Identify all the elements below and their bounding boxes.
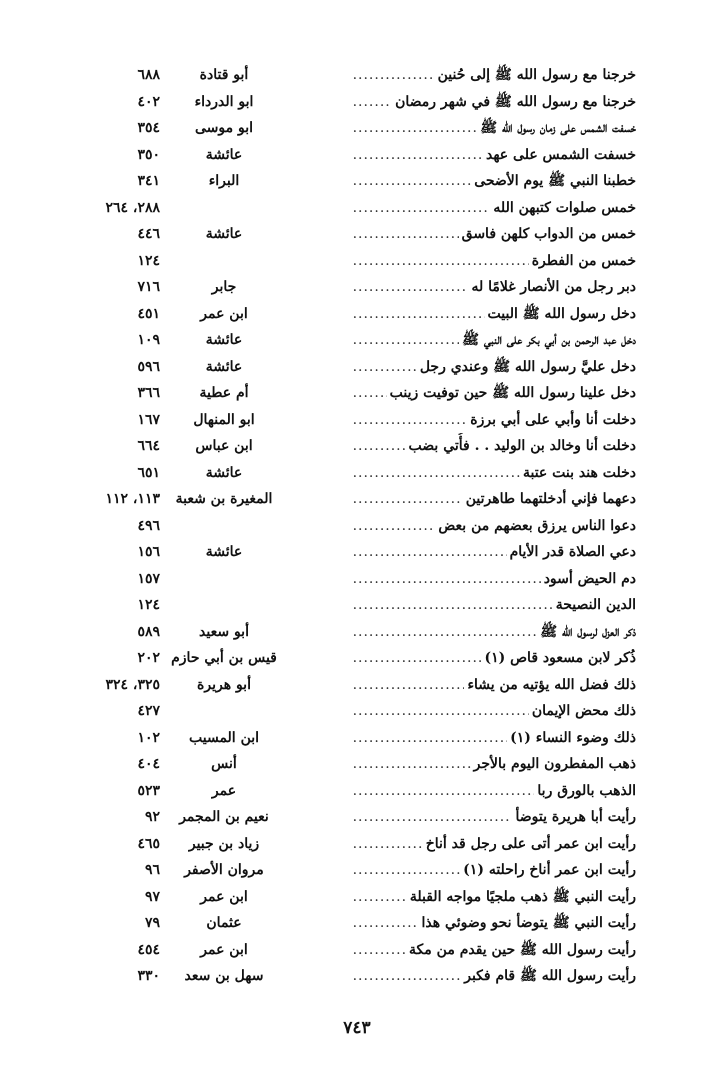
index-entry (0, 486, 714, 513)
hadith-text: الذهب بالورق ربا (534, 783, 636, 799)
hadith-incipit (351, 354, 636, 380)
narrator: المغيرة بن شعبة (175, 491, 273, 507)
hadith-incipit (351, 566, 636, 592)
narrator: ابن عمر (200, 941, 248, 958)
narrator: سهل بن سعد (184, 968, 264, 984)
page-reference: ٣٥٠ (137, 146, 160, 163)
hadith-incipit (351, 513, 636, 539)
page-reference: ٤٤٦ (137, 226, 160, 242)
narrator: أبو هريرة (197, 676, 251, 693)
page-number: ٧٤٣ (343, 1018, 371, 1038)
index-entry (0, 221, 714, 248)
page-reference: ٦٥١ (137, 464, 160, 481)
narrator: ابو الدرداء (194, 93, 254, 110)
narrator: زياد بن جبير (188, 835, 260, 852)
hadith-incipit (351, 937, 636, 963)
hadith-incipit (351, 539, 636, 565)
page-reference: ٩٢ (144, 809, 160, 825)
index-entry (0, 698, 714, 725)
hadith-text: رأيت ابن عمر أتى على رجل قد أناخ (423, 836, 636, 852)
hadith-incipit (351, 221, 636, 247)
page-reference: ٣٤١ (137, 173, 160, 189)
narrator: ابو موسى (194, 120, 254, 136)
hadith-text: خرجنا مع رسول الله ﷺ في شهر رمضان (392, 94, 636, 110)
narrator: أنس (211, 756, 237, 772)
hadith-text: خمس من الفطرة (529, 253, 636, 269)
hadith-text: دم الحيض أسود (541, 571, 636, 587)
page-reference: ١٠٢ (137, 729, 160, 746)
index-entry (0, 62, 714, 89)
hadith-incipit (351, 698, 636, 724)
narrator: نعيم بن المجمر (179, 809, 269, 825)
index-entry (0, 884, 714, 911)
page-reference: ٤٦٥ (137, 835, 160, 852)
narrator: جابر (211, 279, 237, 295)
index-entry (0, 433, 714, 460)
index-entry (0, 407, 714, 434)
narrator: البراء (208, 173, 240, 189)
index-entry (0, 751, 714, 778)
page-reference: ٤٢٧ (137, 703, 160, 719)
narrator: عائشة (205, 146, 243, 163)
hadith-incipit (351, 115, 636, 141)
hadith-text: دخلت أنا وأبي على أبي برزة (467, 412, 636, 428)
hadith-text: دخلت هند بنت عتبة (520, 465, 636, 481)
hadith-incipit (351, 248, 636, 274)
page-reference: ١٢٤ (137, 252, 160, 269)
page-reference: ٦٦٤ (137, 438, 160, 454)
hadith-text: ذكر العزل لرسول الله ﷺ (537, 624, 636, 640)
index-entry (0, 168, 714, 195)
page-reference: ٣٢٥، ٣٢٤ (105, 676, 160, 693)
index-entry (0, 274, 714, 301)
hadith-text: ذلك وضوء النساء (١) (507, 730, 636, 746)
hadith-text: دعوا الناس يرزق بعضهم من بعض (435, 518, 636, 534)
hadith-text: خمس صلوات كتبهن الله (490, 200, 636, 216)
page-reference: ٣٦٦ (137, 385, 160, 401)
page-reference: ١٢٤ (137, 597, 160, 613)
hadith-incipit (351, 804, 636, 830)
page-reference: ٤٥١ (137, 305, 160, 322)
hadith-incipit (351, 407, 636, 433)
hadith-text: دخل عليَّ رسول الله ﷺ وعندي رجل (417, 359, 636, 375)
narrator: ابن المسيب (188, 729, 260, 746)
hadith-incipit (351, 380, 636, 406)
page-reference: ٢٨٨، ٢٦٤ (105, 199, 160, 216)
narrator: أم عطية (199, 385, 249, 401)
narrator: عائشة (205, 464, 243, 481)
index-entry (0, 380, 714, 407)
index-entry (0, 89, 714, 116)
narrator: عائشة (205, 544, 243, 560)
hadith-text: رأيت أبا هريرة يتوضأ (512, 809, 636, 825)
page-reference: ١١٣، ١١٢ (105, 491, 160, 507)
page-reference: ٣٥٤ (137, 120, 160, 136)
hadith-incipit (351, 725, 636, 751)
narrator: ابن عمر (200, 888, 248, 905)
index-entry (0, 963, 714, 990)
hadith-incipit (351, 884, 636, 910)
hadith-incipit (351, 89, 636, 115)
page-reference: ٤٠٢ (137, 93, 160, 110)
hadith-incipit (351, 301, 636, 327)
index-entry (0, 115, 714, 142)
hadith-index-list (0, 62, 714, 990)
narrator: أبو سعيد (199, 623, 249, 640)
index-entry (0, 460, 714, 487)
index-entry (0, 672, 714, 699)
hadith-incipit (351, 195, 636, 221)
hadith-incipit (351, 592, 636, 618)
index-entry (0, 248, 714, 275)
hadith-incipit (351, 831, 636, 857)
narrator: أبو قتادة (199, 67, 249, 83)
page-reference: ٦٨٨ (137, 67, 160, 83)
narrator: عائشة (205, 332, 243, 348)
index-entry (0, 937, 714, 964)
hadith-incipit (351, 433, 636, 459)
narrator: قيس بن أبي حازم (171, 650, 277, 666)
page-reference: ١٦٧ (137, 411, 160, 428)
index-entry (0, 910, 714, 937)
narrator: عمر (211, 782, 237, 799)
page-reference: ٩٧ (144, 888, 160, 905)
hadith-text: خطبنا النبي ﷺ يوم الأضحى (471, 173, 636, 189)
page-reference: ٢٠٢ (137, 650, 160, 666)
page-reference: ١٠٩ (137, 332, 160, 348)
index-entry (0, 857, 714, 884)
index-entry (0, 327, 714, 354)
hadith-text: دخل رسول الله ﷺ البيت (485, 306, 636, 322)
index-entry (0, 778, 714, 805)
hadith-text: دبر رجل من الأنصار غلامًا له (468, 279, 636, 295)
page-reference: ١٥٧ (137, 570, 160, 587)
hadith-text: رأيت رسول الله ﷺ قام فكبر (461, 968, 636, 984)
index-entry (0, 301, 714, 328)
hadith-text: رأيت النبي ﷺ يتوضأ نحو وضوئي هذا (419, 915, 636, 931)
hadith-incipit (351, 486, 636, 512)
hadith-incipit (351, 327, 636, 353)
page-reference: ٣٣٠ (137, 968, 160, 984)
index-entry (0, 592, 714, 619)
narrator: ابن عمر (200, 305, 248, 322)
hadith-incipit (351, 460, 636, 486)
hadith-incipit (351, 857, 636, 883)
index-entry (0, 566, 714, 593)
hadith-text: خمس من الدواب كلهن فاسق (459, 226, 636, 242)
hadith-text: ذلك فضل الله يؤتيه من يشاء (464, 677, 636, 693)
hadith-text: الدين النصيحة (553, 597, 636, 613)
index-entry (0, 725, 714, 752)
page-reference: ٤٠٤ (137, 756, 160, 772)
hadith-text: خسفت الشمس على زمان رسول الله ﷺ (477, 120, 636, 136)
hadith-text: دعهما فإني أدخلتهما طاهرتين (463, 491, 636, 507)
hadith-text: رأيت رسول الله ﷺ حين يقدم من مكة (406, 942, 636, 958)
hadith-incipit (351, 62, 636, 88)
narrator: ابن عباس (195, 438, 253, 454)
hadith-text: دعي الصلاة قدر الأيام (507, 544, 636, 560)
hadith-text: دخلت أنا وخالد بن الوليد . . فأُتي بضب (406, 438, 636, 454)
hadith-incipit (351, 910, 636, 936)
hadith-incipit (351, 619, 636, 645)
index-entry (0, 619, 714, 646)
narrator: عثمان (206, 915, 242, 931)
hadith-incipit (351, 963, 636, 989)
hadith-text: خسفت الشمس على عهد (483, 147, 636, 163)
hadith-text: ذُكر لابن مسعود قاص (١) (481, 650, 636, 666)
index-entry (0, 195, 714, 222)
hadith-incipit (351, 778, 636, 804)
hadith-text: رأيت النبي ﷺ ذهب ملجيًا مواجه القبلة (407, 889, 636, 905)
hadith-incipit (351, 142, 636, 168)
index-entry (0, 539, 714, 566)
page-reference: ٤٥٤ (137, 941, 160, 958)
index-entry (0, 645, 714, 672)
index-entry (0, 354, 714, 381)
narrator: عائشة (205, 358, 243, 375)
page-reference: ١٥٦ (137, 544, 160, 560)
narrator: عائشة (205, 226, 243, 242)
hadith-text: خرجنا مع رسول الله ﷺ إلى حُنين (435, 67, 636, 83)
page-reference: ٧١٦ (137, 279, 160, 295)
hadith-incipit (351, 274, 636, 300)
hadith-incipit (351, 751, 636, 777)
hadith-text: ذهب المفطرون اليوم بالأجر (471, 756, 636, 772)
page-reference: ٧٩ (144, 915, 160, 931)
page-reference: ٩٦ (144, 862, 160, 878)
hadith-incipit (351, 645, 636, 671)
index-entry (0, 142, 714, 169)
hadith-incipit (351, 672, 636, 698)
index-entry (0, 831, 714, 858)
hadith-incipit (351, 168, 636, 194)
index-entry (0, 513, 714, 540)
index-entry (0, 804, 714, 831)
page-reference: ٥٨٩ (137, 623, 160, 640)
narrator: مروان الأصفر (184, 862, 264, 878)
hadith-text: دخل عبد الرحمن بن أبي بكر على النبي ﷺ (459, 332, 636, 348)
narrator: ابو المنهال (193, 411, 255, 428)
page-reference: ٥٢٣ (137, 782, 160, 799)
hadith-text: ذلك محض الإيمان (529, 703, 636, 719)
page-reference: ٥٩٦ (137, 358, 160, 375)
hadith-text: دخل علينا رسول الله ﷺ حين توفيت زينب (387, 385, 636, 401)
hadith-text: رأيت ابن عمر أناخ راحلته (١) (460, 862, 636, 878)
page-reference: ٤٩٦ (137, 517, 160, 534)
